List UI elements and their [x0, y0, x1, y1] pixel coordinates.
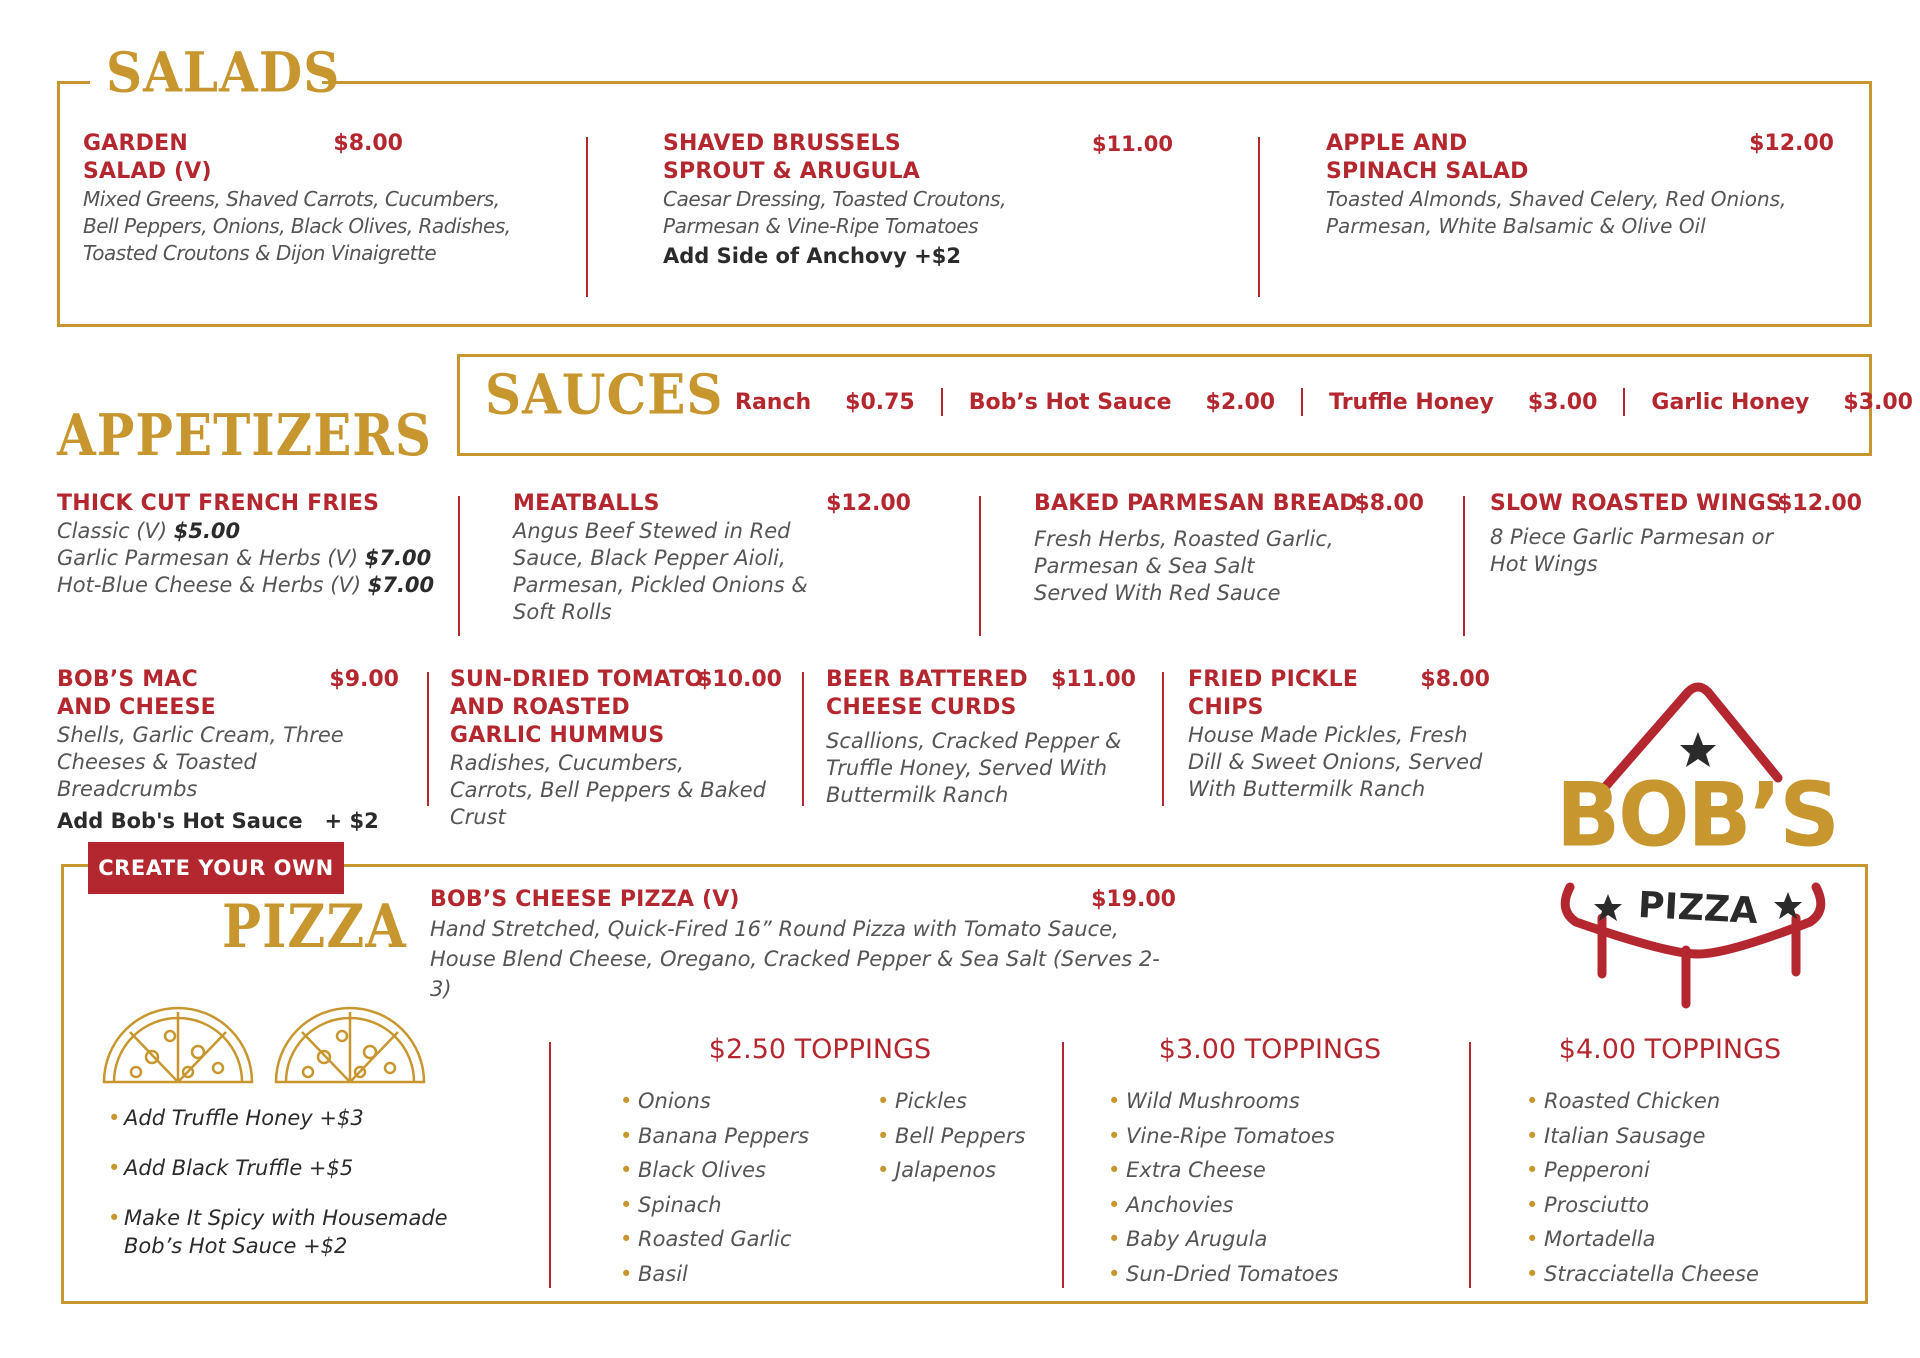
item-description: Angus Beef Stewed in Red Sauce, Black Pepper Aioli, Parmesan, Pickled Onions & Soft Rolls: [513, 519, 808, 624]
item-price: $8.00: [1420, 667, 1490, 692]
sauce-separator: [1301, 388, 1303, 416]
divider: [802, 672, 804, 806]
topping-item: • Black Olives: [620, 1153, 860, 1188]
item-description: Hand Stretched, Quick-Fired 16” Round Pizza with Tomato Sauce, House Blend Cheese, Oregano, Cracked Pepper & Sea Salt (Serves 2-3): [430, 917, 1160, 1001]
item-description: Toasted Almonds, Shaved Celery, Red Onions, Parmesan, White Balsamic & Olive Oil: [1326, 187, 1787, 238]
item-title: APPLE AND SPINACH SALAD: [1326, 131, 1529, 184]
topping-item: • Pepperoni: [1526, 1153, 1826, 1188]
fries-option: [57, 572, 457, 599]
topping-item: • Extra Cheese: [1108, 1153, 1368, 1188]
topping-item: • Wild Mushrooms: [1108, 1084, 1368, 1119]
bobs-pizza-logo: [1548, 682, 1848, 1012]
sauces-list: [735, 388, 1913, 416]
item-title: BAKED PARMESAN BREAD: [1034, 491, 1358, 516]
item-price: $19.00: [1091, 887, 1176, 912]
topping-item: • Mortadella: [1526, 1222, 1826, 1257]
sauce-separator: [941, 388, 943, 416]
item-price: $8.00: [333, 131, 403, 156]
fries-option: [57, 545, 457, 572]
fries-option: [57, 518, 457, 545]
appetizer-item-pickles: [1188, 666, 1490, 803]
item-description: Fresh Herbs, Roasted Garlic, Parmesan & Sea Salt Served With Red Sauce: [1034, 527, 1334, 605]
item-description: Shells, Garlic Cream, Three Cheeses & Toasted Breadcrumbs: [57, 723, 344, 801]
topping-heading: $4.00 TOPPINGS: [1558, 1034, 1782, 1065]
sauce-separator: [1623, 388, 1625, 416]
topping-item: • Prosciutto: [1526, 1188, 1826, 1223]
topping-item: • Banana Peppers: [620, 1119, 860, 1154]
divider: [1162, 672, 1164, 806]
item-description: Radishes, Cucumbers, Carrots, Bell Peppers & Baked Crust: [450, 751, 766, 829]
topping-item: • Spinach: [620, 1188, 860, 1223]
sauce-name: Truffle Honey: [1329, 389, 1494, 415]
topping-item: • Pickles: [877, 1084, 1057, 1119]
item-title: FRIED PICKLE CHIPS: [1188, 667, 1359, 720]
divider: [586, 137, 588, 297]
pizza-heading: PIZZA: [222, 891, 407, 962]
option-price: $7.00: [367, 573, 435, 597]
sauce-name: Garlic Honey: [1651, 389, 1810, 415]
item-price: $12.00: [826, 491, 911, 516]
addon-text: Add Side of Anchovy +$2: [663, 244, 961, 268]
option-price: $7.00: [364, 546, 432, 570]
toppings-list: [877, 1084, 1057, 1188]
topping-item: • Anchovies: [1108, 1188, 1368, 1223]
item-description: Scallions, Cracked Pepper & Truffle Honey, Served With Buttermilk Ranch: [826, 729, 1122, 807]
toppings-list: [1108, 1084, 1368, 1291]
toppings-list: [620, 1084, 860, 1291]
topping-item: • Vine-Ripe Tomatoes: [1108, 1119, 1368, 1154]
topping-item: • Stracciatella Cheese: [1526, 1257, 1826, 1292]
item-description: 8 Piece Garlic Parmesan or Hot Wings: [1490, 525, 1774, 576]
item-title: SLOW ROASTED WINGS: [1490, 491, 1782, 516]
salads-heading: SALADS: [106, 40, 341, 105]
item-description: Mixed Greens, Shaved Carrots, Cucumbers, Bell Peppers, Onions, Black Olives, Radishes, Toasted Croutons & Dijon Vinaigrette: [83, 187, 511, 265]
appetizer-item-bread: [1034, 490, 1424, 607]
cheese-pizza-item: [430, 886, 1176, 1004]
option-label: Garlic Parmesan & Herbs (V): [57, 546, 365, 570]
topping-item: • Baby Arugula: [1108, 1222, 1368, 1257]
appetizer-item-wings: [1490, 490, 1862, 578]
appetizer-item-mac: [57, 666, 399, 833]
sauce-price: $2.00: [1205, 389, 1276, 415]
topping-item: • Bell Peppers: [877, 1119, 1057, 1154]
item-title: MEATBALLS: [513, 491, 660, 516]
item-title: BEER BATTERED CHEESE CURDS: [826, 667, 1028, 720]
appetizer-item-curds: [826, 666, 1136, 809]
divider: [1463, 496, 1465, 636]
sauce-price: $3.00: [1527, 389, 1598, 415]
item-title: THICK CUT FRENCH FRIES: [57, 491, 380, 516]
item-price: $12.00: [1749, 131, 1834, 156]
topping-item: • Italian Sausage: [1526, 1119, 1826, 1154]
topping-item: • Roasted Garlic: [620, 1222, 860, 1257]
extra-item: • Add Truffle Honey +$3: [108, 1104, 468, 1132]
divider: [979, 496, 981, 636]
sauces-heading: SAUCES: [485, 362, 724, 427]
topping-heading: $3.00 TOPPINGS: [1158, 1034, 1382, 1065]
sauce-price: $3.00: [1843, 389, 1913, 415]
appetizer-item-hummus: [450, 666, 782, 831]
option-price: $5.00: [173, 519, 241, 543]
extra-item: • Add Black Truffle +$5: [108, 1154, 468, 1182]
item-price: $11.00: [1051, 667, 1136, 692]
item-title: SUN-DRIED TOMATO AND ROASTED GARLIC HUMMUS: [450, 667, 704, 748]
divider: [549, 1042, 551, 1288]
topping-item: • Roasted Chicken: [1526, 1084, 1826, 1119]
toppings-list: [1526, 1084, 1826, 1291]
divider: [1062, 1042, 1064, 1288]
addon-text: Add Bob's Hot Sauce + $2: [57, 809, 379, 833]
logo-title: BOB’S: [1556, 763, 1838, 867]
appetizer-item-meatballs: [513, 490, 911, 626]
sauce-price: $0.75: [845, 389, 915, 415]
appetizers-heading: APPETIZERS: [57, 401, 432, 469]
topping-item: • Sun-Dried Tomatoes: [1108, 1257, 1368, 1292]
divider: [1258, 137, 1260, 297]
divider: [1469, 1042, 1471, 1288]
pizza-half-icon: [272, 1002, 428, 1086]
option-label: Hot-Blue Cheese & Herbs (V): [57, 573, 368, 597]
item-title: BOB’S MAC AND CHEESE: [57, 667, 216, 720]
extra-item: • Make It Spicy with Housemade Bob’s Hot Sauce +$2: [108, 1204, 468, 1260]
option-label: Classic (V): [57, 519, 174, 543]
divider: [427, 672, 429, 806]
divider: [458, 496, 460, 636]
salad-item-brussels: [663, 130, 1173, 268]
topping-heading: $2.50 TOPPINGS: [708, 1034, 932, 1065]
salad-item-garden: [83, 130, 511, 267]
item-price: $9.00: [329, 667, 399, 692]
salad-item-apple: [1326, 130, 1834, 240]
appetizer-item-fries: [57, 490, 457, 599]
item-description: Caesar Dressing, Toasted Croutons, Parmesan & Vine-Ripe Tomatoes: [663, 187, 1007, 238]
item-price: $12.00: [1777, 491, 1862, 516]
item-price: $10.00: [697, 667, 782, 692]
topping-item: • Jalapenos: [877, 1153, 1057, 1188]
badge-label: CREATE YOUR OWN: [98, 856, 334, 880]
item-description: House Made Pickles, Fresh Dill & Sweet Onions, Served With Buttermilk Ranch: [1188, 723, 1483, 801]
logo-subtitle: PIZZA: [1637, 884, 1759, 933]
item-title: GARDEN SALAD (V): [83, 131, 212, 184]
item-price: $11.00: [1091, 132, 1173, 156]
create-your-own-badge: [88, 842, 344, 894]
item-title: BOB’S CHEESE PIZZA (V): [430, 887, 740, 912]
topping-item: • Onions: [620, 1084, 860, 1119]
item-price: $8.00: [1354, 491, 1424, 516]
pizza-extras-list: [108, 1104, 468, 1282]
pizza-half-icon: [100, 1002, 256, 1086]
sauce-name: Bob’s Hot Sauce: [968, 389, 1172, 415]
topping-item: • Basil: [620, 1257, 860, 1292]
sauce-name: Ranch: [735, 389, 812, 415]
item-title: SHAVED BRUSSELS SPROUT & ARUGULA: [663, 131, 920, 184]
